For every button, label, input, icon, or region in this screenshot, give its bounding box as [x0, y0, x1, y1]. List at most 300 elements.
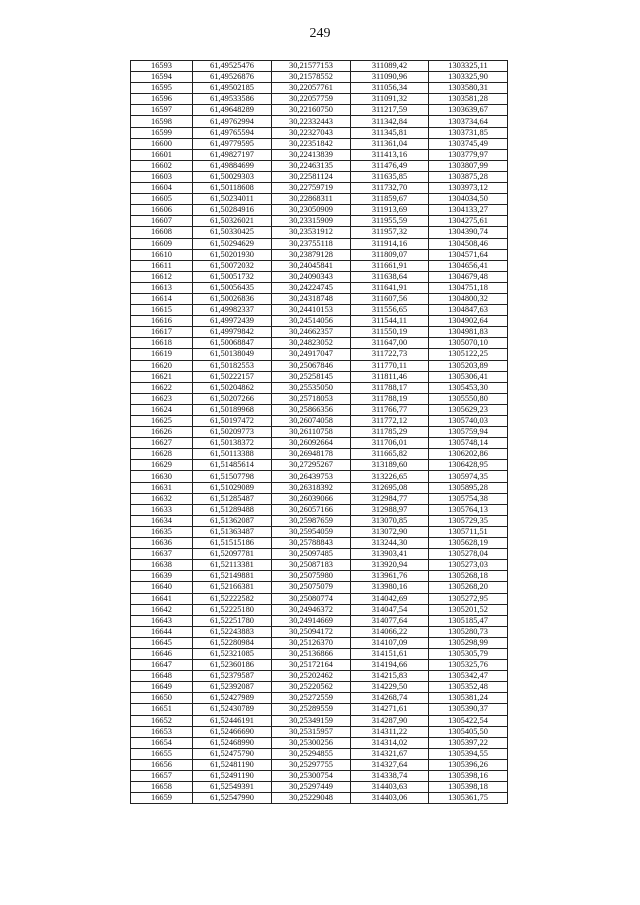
latitude-cell: 61,52549391 [193, 782, 272, 793]
y-coordinate-cell: 1305298,99 [429, 637, 508, 648]
latitude-cell: 61,52097781 [193, 549, 272, 560]
point-number-cell: 16624 [131, 404, 193, 415]
point-number-cell: 16598 [131, 116, 193, 127]
y-coordinate-cell: 1305280,73 [429, 626, 508, 637]
coordinates-table-body [131, 61, 508, 804]
point-number-cell: 16645 [131, 637, 193, 648]
x-coordinate-cell: 311957,32 [351, 227, 429, 238]
table-row [131, 471, 508, 482]
point-number-cell: 16628 [131, 449, 193, 460]
x-coordinate-cell: 311772,12 [351, 416, 429, 427]
latitude-cell: 61,50029303 [193, 171, 272, 182]
x-coordinate-cell: 314107,09 [351, 637, 429, 648]
x-coordinate-cell: 311732,70 [351, 183, 429, 194]
table-row [131, 759, 508, 770]
table-row [131, 249, 508, 260]
longitude-cell: 30,25300754 [272, 771, 351, 782]
latitude-cell: 61,49982337 [193, 305, 272, 316]
point-number-cell: 16613 [131, 282, 193, 293]
point-number-cell: 16631 [131, 482, 193, 493]
x-coordinate-cell: 311914,16 [351, 238, 429, 249]
x-coordinate-cell: 314047,54 [351, 604, 429, 615]
x-coordinate-cell: 311217,59 [351, 105, 429, 116]
latitude-cell: 61,52166381 [193, 582, 272, 593]
longitude-cell: 30,23315909 [272, 216, 351, 227]
y-coordinate-cell: 1305352,48 [429, 682, 508, 693]
point-number-cell: 16656 [131, 759, 193, 770]
longitude-cell: 30,22868311 [272, 194, 351, 205]
y-coordinate-cell: 1305361,75 [429, 793, 508, 804]
y-coordinate-cell: 1305895,28 [429, 482, 508, 493]
x-coordinate-cell: 311788,17 [351, 382, 429, 393]
table-row [131, 427, 508, 438]
table-row [131, 205, 508, 216]
longitude-cell: 30,22332443 [272, 116, 351, 127]
longitude-cell: 30,24917047 [272, 349, 351, 360]
longitude-cell: 30,22581124 [272, 171, 351, 182]
y-coordinate-cell: 1303731,85 [429, 127, 508, 138]
longitude-cell: 30,25954059 [272, 526, 351, 537]
point-number-cell: 16633 [131, 504, 193, 515]
y-coordinate-cell: 1304390,74 [429, 227, 508, 238]
table-row [131, 61, 508, 72]
longitude-cell: 30,24914669 [272, 615, 351, 626]
y-coordinate-cell: 1304679,48 [429, 271, 508, 282]
latitude-cell: 61,49648289 [193, 105, 272, 116]
table-row [131, 338, 508, 349]
latitude-cell: 61,50330425 [193, 227, 272, 238]
table-row [131, 637, 508, 648]
x-coordinate-cell: 311913,69 [351, 205, 429, 216]
y-coordinate-cell: 1305453,30 [429, 382, 508, 393]
longitude-cell: 30,22160750 [272, 105, 351, 116]
point-number-cell: 16602 [131, 160, 193, 171]
x-coordinate-cell: 314287,90 [351, 715, 429, 726]
y-coordinate-cell: 1305268,18 [429, 571, 508, 582]
latitude-cell: 61,51289488 [193, 504, 272, 515]
y-coordinate-cell: 1305381,24 [429, 693, 508, 704]
longitude-cell: 30,25080774 [272, 593, 351, 604]
longitude-cell: 30,25075079 [272, 582, 351, 593]
y-coordinate-cell: 1305711,51 [429, 526, 508, 537]
x-coordinate-cell: 311056,34 [351, 83, 429, 94]
point-number-cell: 16617 [131, 327, 193, 338]
latitude-cell: 61,52468990 [193, 737, 272, 748]
table-row [131, 648, 508, 659]
x-coordinate-cell: 314311,22 [351, 726, 429, 737]
longitude-cell: 30,22463135 [272, 160, 351, 171]
longitude-cell: 30,24045841 [272, 260, 351, 271]
table-row [131, 504, 508, 515]
point-number-cell: 16625 [131, 416, 193, 427]
latitude-cell: 61,52379587 [193, 671, 272, 682]
y-coordinate-cell: 1304981,83 [429, 327, 508, 338]
longitude-cell: 30,25067846 [272, 360, 351, 371]
latitude-cell: 61,50207266 [193, 393, 272, 404]
x-coordinate-cell: 311476,49 [351, 160, 429, 171]
table-row [131, 149, 508, 160]
y-coordinate-cell: 1305203,89 [429, 360, 508, 371]
table-row [131, 482, 508, 493]
longitude-cell: 30,25272559 [272, 693, 351, 704]
longitude-cell: 30,24224745 [272, 282, 351, 293]
latitude-cell: 61,50294629 [193, 238, 272, 249]
latitude-cell: 61,52149881 [193, 571, 272, 582]
latitude-cell: 61,50138049 [193, 349, 272, 360]
y-coordinate-cell: 1304902,64 [429, 316, 508, 327]
point-number-cell: 16655 [131, 748, 193, 759]
y-coordinate-cell: 1303779,97 [429, 149, 508, 160]
latitude-cell: 61,49765594 [193, 127, 272, 138]
x-coordinate-cell: 312695,08 [351, 482, 429, 493]
y-coordinate-cell: 1305974,35 [429, 471, 508, 482]
point-number-cell: 16594 [131, 72, 193, 83]
latitude-cell: 61,52491190 [193, 771, 272, 782]
y-coordinate-cell: 1304275,61 [429, 216, 508, 227]
point-number-cell: 16599 [131, 127, 193, 138]
latitude-cell: 61,52466690 [193, 726, 272, 737]
table-row [131, 438, 508, 449]
point-number-cell: 16644 [131, 626, 193, 637]
latitude-cell: 61,49762994 [193, 116, 272, 127]
longitude-cell: 30,22759719 [272, 183, 351, 194]
longitude-cell: 30,23879128 [272, 249, 351, 260]
table-row [131, 671, 508, 682]
y-coordinate-cell: 1304656,41 [429, 260, 508, 271]
table-row [131, 94, 508, 105]
y-coordinate-cell: 1305273,03 [429, 560, 508, 571]
x-coordinate-cell: 311647,00 [351, 338, 429, 349]
y-coordinate-cell: 1303325,90 [429, 72, 508, 83]
point-number-cell: 16650 [131, 693, 193, 704]
x-coordinate-cell: 311638,64 [351, 271, 429, 282]
y-coordinate-cell: 1305729,35 [429, 515, 508, 526]
longitude-cell: 30,25229048 [272, 793, 351, 804]
x-coordinate-cell: 311641,91 [351, 282, 429, 293]
latitude-cell: 61,50197472 [193, 416, 272, 427]
y-coordinate-cell: 1305278,04 [429, 549, 508, 560]
point-number-cell: 16648 [131, 671, 193, 682]
longitude-cell: 30,26074058 [272, 416, 351, 427]
longitude-cell: 30,25297755 [272, 759, 351, 770]
y-coordinate-cell: 1305550,80 [429, 393, 508, 404]
y-coordinate-cell: 1305748,14 [429, 438, 508, 449]
latitude-cell: 61,50189968 [193, 404, 272, 415]
x-coordinate-cell: 314268,74 [351, 693, 429, 704]
x-coordinate-cell: 311766,77 [351, 404, 429, 415]
y-coordinate-cell: 1304034,50 [429, 194, 508, 205]
y-coordinate-cell: 1305754,38 [429, 493, 508, 504]
y-coordinate-cell: 1305325,76 [429, 660, 508, 671]
table-row [131, 416, 508, 427]
x-coordinate-cell: 314314,02 [351, 737, 429, 748]
longitude-cell: 30,27295267 [272, 460, 351, 471]
x-coordinate-cell: 312988,97 [351, 504, 429, 515]
point-number-cell: 16608 [131, 227, 193, 238]
y-coordinate-cell: 1305740,03 [429, 416, 508, 427]
point-number-cell: 16597 [131, 105, 193, 116]
latitude-cell: 61,50201930 [193, 249, 272, 260]
latitude-cell: 61,49827197 [193, 149, 272, 160]
y-coordinate-cell: 1303580,31 [429, 83, 508, 94]
table-row [131, 460, 508, 471]
table-row [131, 271, 508, 282]
longitude-cell: 30,25987659 [272, 515, 351, 526]
table-row [131, 393, 508, 404]
x-coordinate-cell: 313961,76 [351, 571, 429, 582]
table-row [131, 571, 508, 582]
point-number-cell: 16627 [131, 438, 193, 449]
x-coordinate-cell: 314066,22 [351, 626, 429, 637]
y-coordinate-cell: 1303639,67 [429, 105, 508, 116]
latitude-cell: 61,51029089 [193, 482, 272, 493]
point-number-cell: 16616 [131, 316, 193, 327]
table-row [131, 116, 508, 127]
point-number-cell: 16654 [131, 737, 193, 748]
point-number-cell: 16635 [131, 526, 193, 537]
latitude-cell: 61,52222582 [193, 593, 272, 604]
point-number-cell: 16637 [131, 549, 193, 560]
point-number-cell: 16629 [131, 460, 193, 471]
x-coordinate-cell: 314151,61 [351, 648, 429, 659]
y-coordinate-cell: 1303973,12 [429, 183, 508, 194]
point-number-cell: 16611 [131, 260, 193, 271]
longitude-cell: 30,25136866 [272, 648, 351, 659]
y-coordinate-cell: 1303875,28 [429, 171, 508, 182]
x-coordinate-cell: 311361,04 [351, 138, 429, 149]
latitude-cell: 61,50138372 [193, 438, 272, 449]
x-coordinate-cell: 311955,59 [351, 216, 429, 227]
point-number-cell: 16641 [131, 593, 193, 604]
table-row [131, 593, 508, 604]
x-coordinate-cell: 313903,41 [351, 549, 429, 560]
x-coordinate-cell: 311770,11 [351, 360, 429, 371]
x-coordinate-cell: 314077,64 [351, 615, 429, 626]
table-row [131, 582, 508, 593]
table-row [131, 171, 508, 182]
table-row [131, 138, 508, 149]
latitude-cell: 61,49884699 [193, 160, 272, 171]
point-number-cell: 16604 [131, 183, 193, 194]
longitude-cell: 30,25097485 [272, 549, 351, 560]
table-row [131, 127, 508, 138]
x-coordinate-cell: 314338,74 [351, 771, 429, 782]
latitude-cell: 61,49972439 [193, 316, 272, 327]
y-coordinate-cell: 1306428,95 [429, 460, 508, 471]
point-number-cell: 16606 [131, 205, 193, 216]
latitude-cell: 61,50113388 [193, 449, 272, 460]
point-number-cell: 16618 [131, 338, 193, 349]
longitude-cell: 30,24318748 [272, 293, 351, 304]
latitude-cell: 61,50182553 [193, 360, 272, 371]
x-coordinate-cell: 311556,65 [351, 305, 429, 316]
longitude-cell: 30,24410153 [272, 305, 351, 316]
x-coordinate-cell: 311706,01 [351, 438, 429, 449]
latitude-cell: 61,51515186 [193, 538, 272, 549]
point-number-cell: 16626 [131, 427, 193, 438]
latitude-cell: 61,52243883 [193, 626, 272, 637]
table-row [131, 626, 508, 637]
point-number-cell: 16603 [131, 171, 193, 182]
latitude-cell: 61,49979842 [193, 327, 272, 338]
point-number-cell: 16646 [131, 648, 193, 659]
y-coordinate-cell: 1305764,13 [429, 504, 508, 515]
page-number: 249 [309, 26, 331, 41]
point-number-cell: 16622 [131, 382, 193, 393]
x-coordinate-cell: 313226,65 [351, 471, 429, 482]
x-coordinate-cell: 311413,16 [351, 149, 429, 160]
point-number-cell: 16596 [131, 94, 193, 105]
table-row [131, 216, 508, 227]
point-number-cell: 16609 [131, 238, 193, 249]
latitude-cell: 61,50056435 [193, 282, 272, 293]
latitude-cell: 61,52321085 [193, 648, 272, 659]
longitude-cell: 30,25289559 [272, 704, 351, 715]
longitude-cell: 30,24946372 [272, 604, 351, 615]
table-row [131, 771, 508, 782]
x-coordinate-cell: 313189,60 [351, 460, 429, 471]
latitude-cell: 61,52427989 [193, 693, 272, 704]
table-row [131, 560, 508, 571]
y-coordinate-cell: 1304847,63 [429, 305, 508, 316]
point-number-cell: 16658 [131, 782, 193, 793]
point-number-cell: 16601 [131, 149, 193, 160]
table-row [131, 793, 508, 804]
point-number-cell: 16653 [131, 726, 193, 737]
longitude-cell: 30,26948178 [272, 449, 351, 460]
x-coordinate-cell: 313070,85 [351, 515, 429, 526]
y-coordinate-cell: 1303734,64 [429, 116, 508, 127]
table-row [131, 549, 508, 560]
table-row [131, 493, 508, 504]
table-row [131, 515, 508, 526]
y-coordinate-cell: 1305122,25 [429, 349, 508, 360]
y-coordinate-cell: 1304508,46 [429, 238, 508, 249]
table-row [131, 183, 508, 194]
table-row [131, 105, 508, 116]
x-coordinate-cell: 311665,82 [351, 449, 429, 460]
longitude-cell: 30,23050909 [272, 205, 351, 216]
y-coordinate-cell: 1304751,18 [429, 282, 508, 293]
longitude-cell: 30,25718053 [272, 393, 351, 404]
x-coordinate-cell: 311342,84 [351, 116, 429, 127]
latitude-cell: 61,49533586 [193, 94, 272, 105]
table-row [131, 693, 508, 704]
longitude-cell: 30,25315957 [272, 726, 351, 737]
y-coordinate-cell: 1303745,49 [429, 138, 508, 149]
point-number-cell: 16642 [131, 604, 193, 615]
x-coordinate-cell: 313244,30 [351, 538, 429, 549]
point-number-cell: 16649 [131, 682, 193, 693]
point-number-cell: 16615 [131, 305, 193, 316]
table-row [131, 682, 508, 693]
longitude-cell: 30,25788843 [272, 538, 351, 549]
point-number-cell: 16593 [131, 61, 193, 72]
table-row [131, 782, 508, 793]
latitude-cell: 61,50072032 [193, 260, 272, 271]
latitude-cell: 61,52430789 [193, 704, 272, 715]
table-row [131, 316, 508, 327]
latitude-cell: 61,52280984 [193, 637, 272, 648]
point-number-cell: 16643 [131, 615, 193, 626]
y-coordinate-cell: 1305629,23 [429, 404, 508, 415]
longitude-cell: 30,25075980 [272, 571, 351, 582]
table-row [131, 704, 508, 715]
y-coordinate-cell: 1305394,55 [429, 748, 508, 759]
latitude-cell: 61,51363487 [193, 526, 272, 537]
y-coordinate-cell: 1303325,11 [429, 61, 508, 72]
table-row [131, 349, 508, 360]
longitude-cell: 30,25094172 [272, 626, 351, 637]
point-number-cell: 16647 [131, 660, 193, 671]
longitude-cell: 30,23531912 [272, 227, 351, 238]
longitude-cell: 30,22327043 [272, 127, 351, 138]
latitude-cell: 61,51285487 [193, 493, 272, 504]
y-coordinate-cell: 1305759,94 [429, 427, 508, 438]
latitude-cell: 61,52475790 [193, 748, 272, 759]
longitude-cell: 30,26110758 [272, 427, 351, 438]
y-coordinate-cell: 1303807,99 [429, 160, 508, 171]
latitude-cell: 61,50051732 [193, 271, 272, 282]
point-number-cell: 16614 [131, 293, 193, 304]
y-coordinate-cell: 1305201,52 [429, 604, 508, 615]
x-coordinate-cell: 312984,77 [351, 493, 429, 504]
x-coordinate-cell: 311089,42 [351, 61, 429, 72]
latitude-cell: 61,51362087 [193, 515, 272, 526]
y-coordinate-cell: 1305397,22 [429, 737, 508, 748]
y-coordinate-cell: 1303581,28 [429, 94, 508, 105]
x-coordinate-cell: 311544,11 [351, 316, 429, 327]
longitude-cell: 30,25087183 [272, 560, 351, 571]
point-number-cell: 16630 [131, 471, 193, 482]
longitude-cell: 30,25220562 [272, 682, 351, 693]
latitude-cell: 61,49525476 [193, 61, 272, 72]
y-coordinate-cell: 1305398,16 [429, 771, 508, 782]
latitude-cell: 61,51485614 [193, 460, 272, 471]
longitude-cell: 30,22057759 [272, 94, 351, 105]
longitude-cell: 30,25126370 [272, 637, 351, 648]
y-coordinate-cell: 1304571,64 [429, 249, 508, 260]
longitude-cell: 30,24662357 [272, 327, 351, 338]
longitude-cell: 30,25172164 [272, 660, 351, 671]
longitude-cell: 30,25866356 [272, 404, 351, 415]
longitude-cell: 30,24823052 [272, 338, 351, 349]
y-coordinate-cell: 1305342,47 [429, 671, 508, 682]
y-coordinate-cell: 1305306,41 [429, 371, 508, 382]
table-row [131, 160, 508, 171]
point-number-cell: 16657 [131, 771, 193, 782]
x-coordinate-cell: 314321,67 [351, 748, 429, 759]
y-coordinate-cell: 1305405,50 [429, 726, 508, 737]
latitude-cell: 61,52547990 [193, 793, 272, 804]
x-coordinate-cell: 313072,90 [351, 526, 429, 537]
y-coordinate-cell: 1305628,19 [429, 538, 508, 549]
x-coordinate-cell: 311811,46 [351, 371, 429, 382]
table-row [131, 260, 508, 271]
table-row [131, 305, 508, 316]
point-number-cell: 16638 [131, 560, 193, 571]
x-coordinate-cell: 314327,64 [351, 759, 429, 770]
longitude-cell: 30,26318392 [272, 482, 351, 493]
longitude-cell: 30,25535050 [272, 382, 351, 393]
point-number-cell: 16639 [131, 571, 193, 582]
latitude-cell: 61,50284916 [193, 205, 272, 216]
x-coordinate-cell: 313980,16 [351, 582, 429, 593]
latitude-cell: 61,52481190 [193, 759, 272, 770]
latitude-cell: 61,49779595 [193, 138, 272, 149]
x-coordinate-cell: 311091,32 [351, 94, 429, 105]
longitude-cell: 30,25300256 [272, 737, 351, 748]
